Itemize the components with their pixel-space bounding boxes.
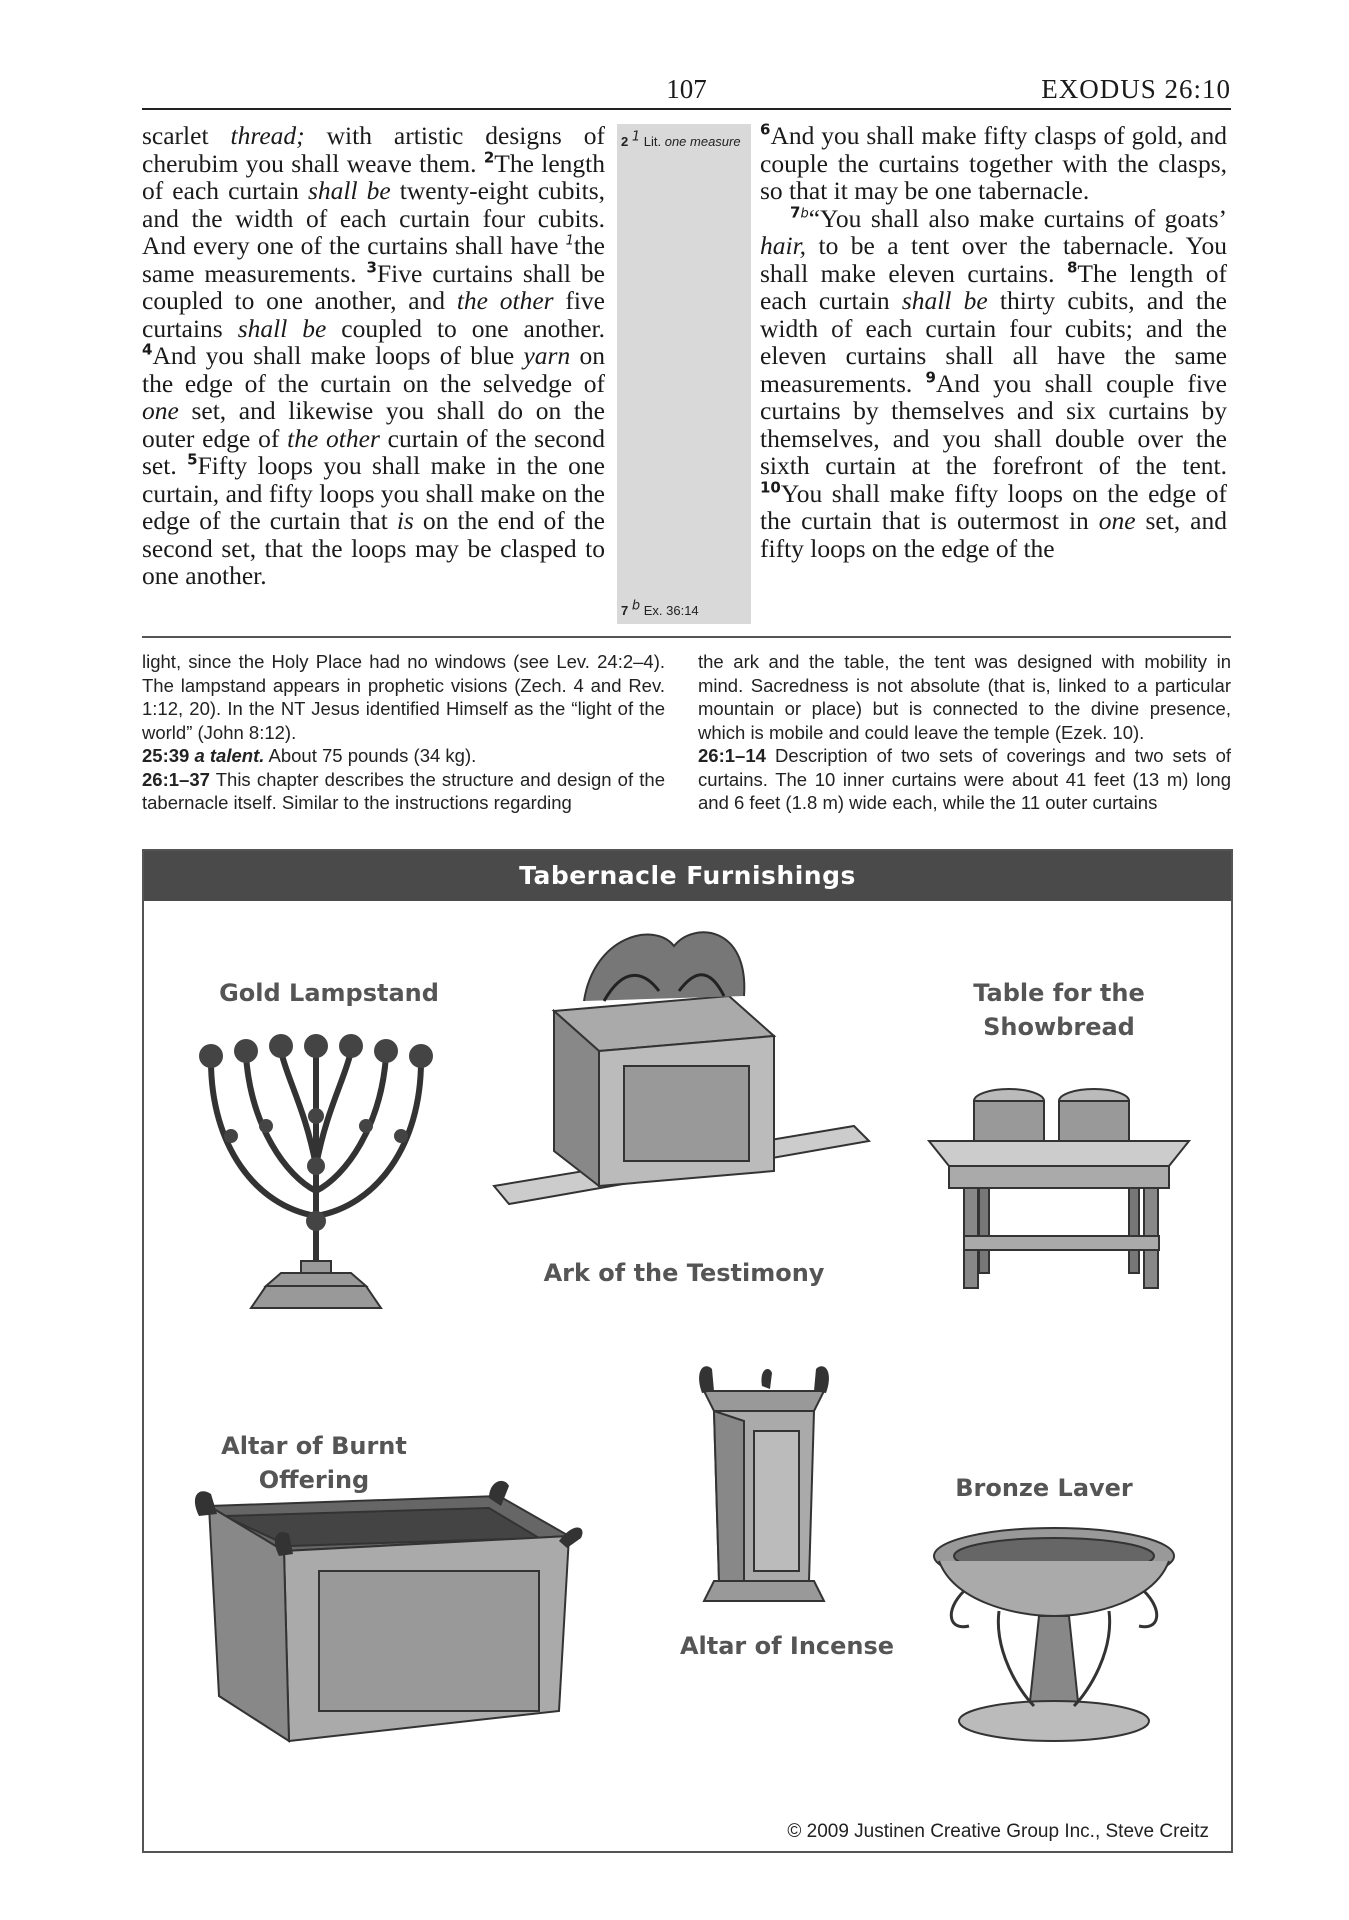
gold-lampstand-illustration xyxy=(156,1016,486,1316)
margin-note[interactable]: 7 $^b$ Ex. 36:14 xyxy=(621,598,699,618)
page-number: 107 xyxy=(666,74,707,104)
verse-number: 3 xyxy=(366,258,377,276)
ark-of-the-testimony-illustration xyxy=(474,916,874,1246)
bronze-laver-illustration xyxy=(924,1521,1184,1771)
scripture-column-right xyxy=(760,122,1227,562)
scripture-paragraph: scarlet thread; with artistic designs of cherubim you shall weave them. $^2$The length of each curtain shall be twenty-eight cubits, and the width of each curtain four cubits. And every one of the curtains shall have $^1$the same measurements. $^3$Five curtains shall be coupled to one another, and the other five curtains shall be coupled to one another. $^4$And you shall make loops of blue yarn on the edge of the curtain on the selvedge of one set, and likewise you shall do on the outer edge of the other curtain of the second set. $^5$Fifty loops you shall make in the one curtain, and fifty loops you shall make on the edge of the curtain that is on the end of the second set, that the loops may be clasped to one another. xyxy=(142,121,605,590)
scripture-column-left xyxy=(142,122,605,590)
label-table-for-showbread: Table for the Showbread xyxy=(973,979,1145,1041)
verse-number: 10 xyxy=(760,478,781,496)
label-altar-of-incense: Altar of Incense xyxy=(679,1632,895,1660)
running-head: EXODUS 26:10 xyxy=(1041,74,1231,104)
label-gold-lampstand: Gold Lampstand xyxy=(219,979,439,1007)
study-note: 25:39 a talent. About 75 pounds (34 kg). xyxy=(142,745,477,766)
study-note: the ark and the table, the tent was designed with mobility in mind. Sacredness is not absolute (that is, linked to a particular mountain or place) but is connected to the divine presence, which is mobile and could leave the temple (Ezek. 10). xyxy=(698,651,1231,743)
label-bronze-laver: Bronze Laver xyxy=(955,1474,1133,1502)
cross-reference-marker[interactable]: 1 xyxy=(565,233,574,249)
margin-note[interactable]: 2 $^1$ Lit. one measure xyxy=(621,129,741,149)
label-altar-of-burnt-offering: Altar of Burnt Offering xyxy=(221,1432,407,1494)
section-divider xyxy=(142,636,1231,638)
altar-of-incense-illustration xyxy=(684,1351,844,1621)
verse-number: 6 xyxy=(760,120,771,139)
verse-number: 9 xyxy=(925,368,936,386)
note-reference: 26:1–37 xyxy=(142,768,210,790)
tabernacle-furnishings-figure xyxy=(142,849,1233,1853)
study-note: light, since the Holy Place had no windows (see Lev. 24:2–4). The lampstand appears in prophetic visions (Zech. 4 and Rev. 1:12, 20). In the NT Jesus identified Himself as the “light of the world” (John 8:12). xyxy=(142,651,665,743)
page-header xyxy=(142,70,1231,110)
verse-number: 5 xyxy=(187,450,198,469)
note-reference: 26:1–14 xyxy=(698,745,766,766)
note-reference: 25:39 xyxy=(142,745,190,766)
altar-of-burnt-offering-illustration xyxy=(189,1476,589,1776)
study-note: 26:1–14 Description of two sets of coverings and two sets of curtains. The 10 inner curtains were about 41 feet (13 m) long and 6 feet (1.8 m) wide each, while the 11 outer curtains xyxy=(698,745,1231,813)
study-note: 26:1–37 This chapter describes the structure and design of the tabernacle itself. Similar to the instructions regarding xyxy=(142,768,665,813)
study-notes-left xyxy=(142,650,665,815)
study-notes-right xyxy=(698,650,1231,815)
figure-title: Tabernacle Furnishings xyxy=(144,851,1231,901)
cross-reference-margin xyxy=(617,124,751,624)
verse-number: 2 xyxy=(483,148,495,166)
scripture-paragraph: $^6$And you shall make fifty clasps of gold, and couple the curtains together with the clasps, so that it may be one tabernacle. xyxy=(760,120,1227,205)
cross-reference-marker[interactable]: b xyxy=(800,206,809,221)
table-for-showbread-illustration xyxy=(919,1066,1209,1306)
verse-number: 4 xyxy=(142,340,153,359)
label-ark-of-the-testimony: Ark of the Testimony xyxy=(543,1259,825,1287)
scripture-paragraph: $^{7b}$“You shall also make curtains of goats’ hair, to be a tent over the tabernacle. You shall make eleven curtains. $^8$The length of each curtain shall be thirty cubits, and the width of each curtain four cubits; and the eleven curtains shall all have the same measurements. $^9$And you shall couple five curtains by themselves and six curtains by themselves, and you shall double over the sixth curtain at the forefront of the tent. $^{10}$You shall make fifty loops on the edge of the curtain that is outermost in one set, and fifty loops on the edge of the xyxy=(760,203,1227,563)
verse-number: 8 xyxy=(1066,258,1078,276)
verse-number: 7 xyxy=(790,203,801,221)
image-credit: © 2009 Justinen Creative Group Inc., Steve Creitz xyxy=(787,1821,1209,1842)
